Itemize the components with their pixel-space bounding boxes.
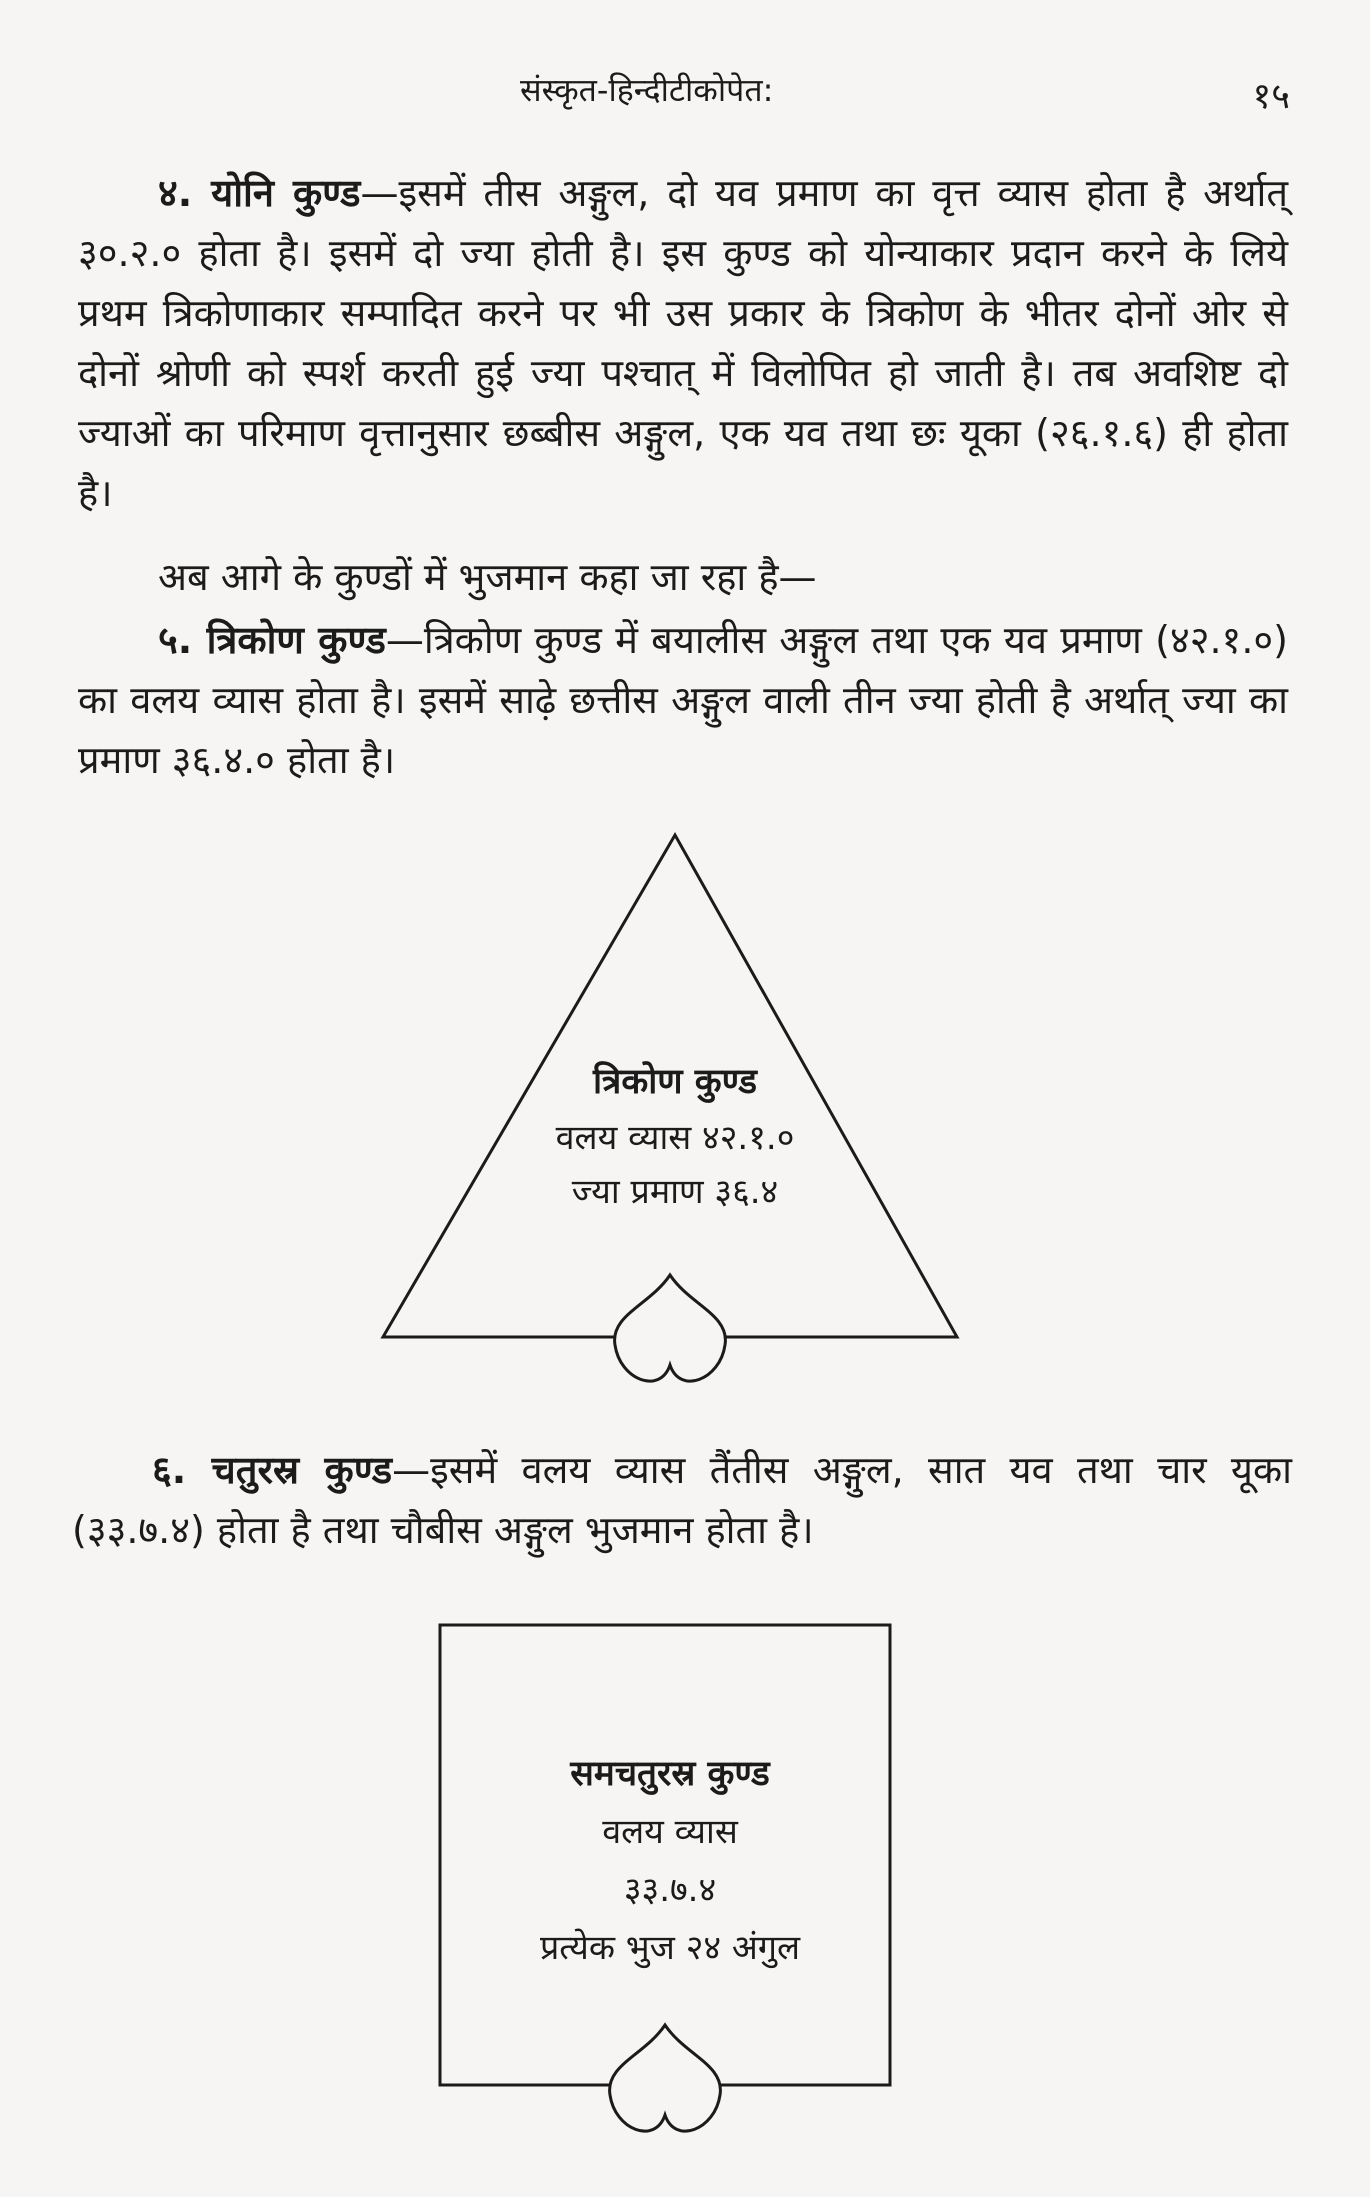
square-label [480,1745,860,1977]
paragraph-yoni-kund [78,163,1288,523]
running-title: संस्कृत-हिन्दीटीकोपेत: [520,71,774,109]
triangle-line2: ज्या प्रमाण ३६.४ [571,1172,779,1212]
paragraph-trikon-kund [78,610,1288,790]
section-heading: ५. त्रिकोण कुण्ड [158,618,386,662]
paragraph-chaturasra-kund [72,1440,1292,1560]
page-header [0,68,1370,120]
paragraph-transition [78,547,1288,607]
square-line1: वलय व्यास [602,1812,738,1852]
square-line3: प्रत्येक भुज २४ अंगुल [539,1928,801,1968]
yoni-shape [610,2025,721,2131]
section-text: —त्रिकोण कुण्ड में बयालीस अङ्गुल तथा एक यव प्रमाण (४२.१.०) का वलय व्यास होता है। इसमें साढ़े छत्तीस अङ्गुल वाली तीन ज्या होती है अर्थात् ज्या का प्रमाण ३६.४.० होता है। [78,618,1288,782]
page-number: १५ [1252,76,1290,117]
section-text: —इसमें वलय व्यास तैंतीस अङ्गुल, सात यव तथा चार यूका (३३.७.४) होता है तथा चौबीस अङ्गुल भुजमान होता है। [72,1448,1292,1552]
triangle-title: त्रिकोण कुण्ड [592,1062,758,1102]
section-heading: ४. योनि कुण्ड [158,171,361,215]
yoni-shape [615,1275,726,1381]
square-title: समचतुरस्र कुण्ड [570,1754,770,1794]
square-line2: ३३.७.४ [623,1870,717,1910]
section-heading: ६. चतुरस्र कुण्ड [152,1448,393,1492]
triangle-label [480,1055,870,1217]
section-text: —इसमें तीस अङ्गुल, दो यव प्रमाण का वृत्त व्यास होता है अर्थात् ३०.२.० होता है। इसमें दो ज्या होती है। इस कुण्ड को योन्याकार प्रदान करने के लिये प्रथम त्रिकोणाकार सम्पादित करने पर भी उस प्रकार के त्रिकोण के भीतर दोनों ओर से दोनों श्रोणी को स्पर्श करती हुई ज्या पश्चात् में विलोपित हो जाती है। तब अवशिष्ट दो ज्याओं का परिमाण वृत्तानुसार छब्बीस अङ्गुल, एक यव तथा छः यूका (२६.१.६) ही होता है। [78,171,1288,515]
triangle-line1: वलय व्यास ४२.१.० [555,1118,795,1158]
section-text: अब आगे के कुण्डों में भुजमान कहा जा रहा है— [158,555,817,599]
